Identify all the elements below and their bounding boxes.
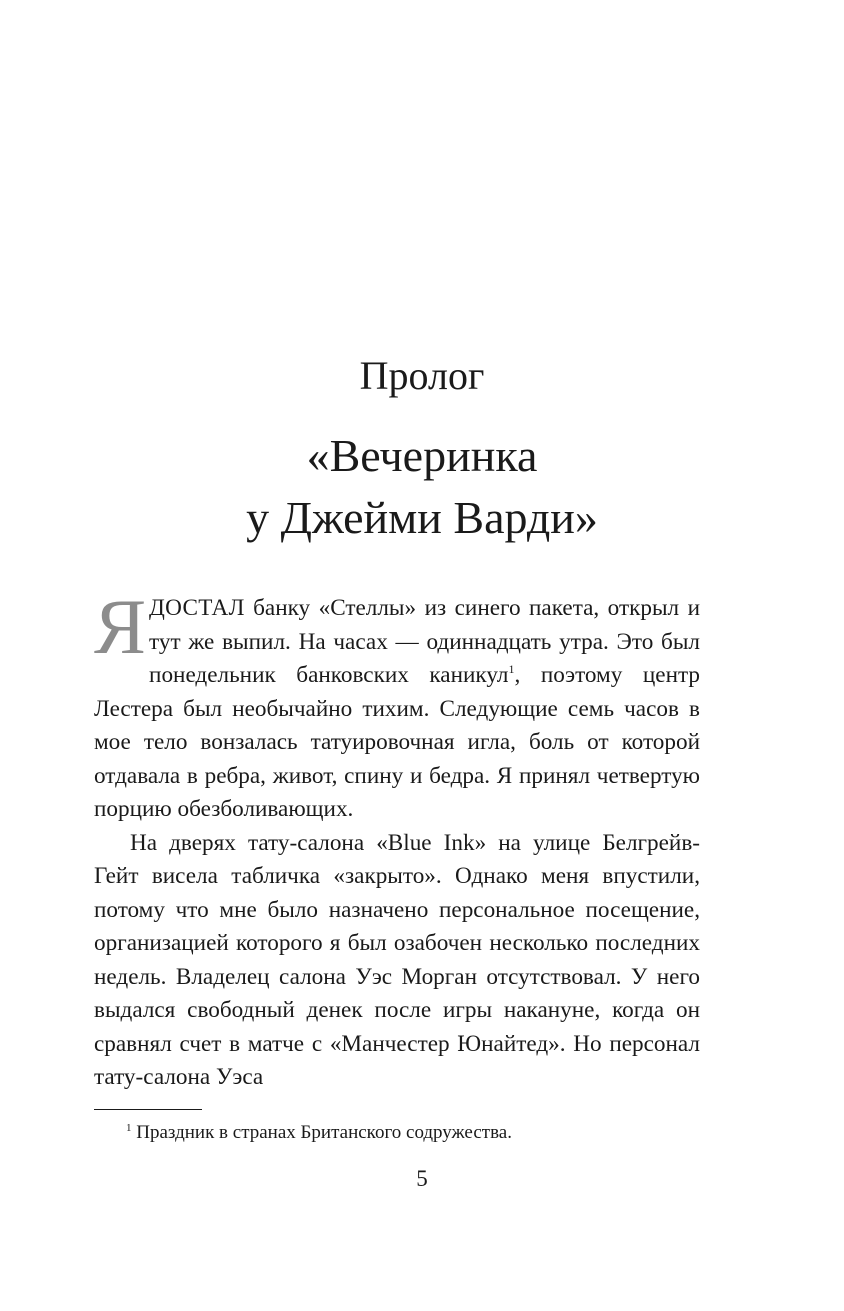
footnote-divider xyxy=(94,1109,202,1110)
chapter-label: Пролог xyxy=(359,353,485,398)
chapter-title xyxy=(0,425,844,549)
lead-in-word: ДОСТАЛ xyxy=(149,595,245,621)
drop-cap: Я xyxy=(94,583,147,670)
paragraph-1-text-b: , поэтому центр Лестера был необычайно тихим. Следующие семь часов в мое тело вонзалась татуировочная игла, боль от которой отдавала в ребра, живот, спину и бедра. Я принял четвертую порцию обезболивающих. xyxy=(94,662,700,822)
footnote-reference: 1 xyxy=(508,662,515,676)
paragraph-1-text-a: банку «Стеллы» из синего пакета, открыл и тут же выпил. На часах — одиннадцать утра. Это был понедельник банковских каникул xyxy=(149,595,700,688)
chapter-title-line-2: у Джейми Варди» xyxy=(246,492,598,543)
footnote xyxy=(126,1120,512,1146)
footnote-text: Праздник в странах Британского содружества. xyxy=(131,1122,512,1143)
footnote-marker: 1 xyxy=(126,1122,132,1134)
page-number: 5 xyxy=(416,1166,428,1191)
body-text xyxy=(94,583,700,1095)
chapter-title-line-1: «Вечеринка xyxy=(306,430,538,481)
paragraph-2: На дверях тату-салона «Blue Ink» на улице Белгрейв-Гейт висела табличка «закрыто». Однако меня впустили, потому что мне было назначено персональное посещение, организацией которого я был озабочен несколько последних недель. Владелец салона Уэс Морган отсутствовал. У него выдался свободный денек после игры накануне, когда он сравнял счет в матче с «Манчестер Юнайтед». Но персонал тату-салона Уэса xyxy=(94,829,700,1090)
paragraph-1 xyxy=(94,583,700,827)
